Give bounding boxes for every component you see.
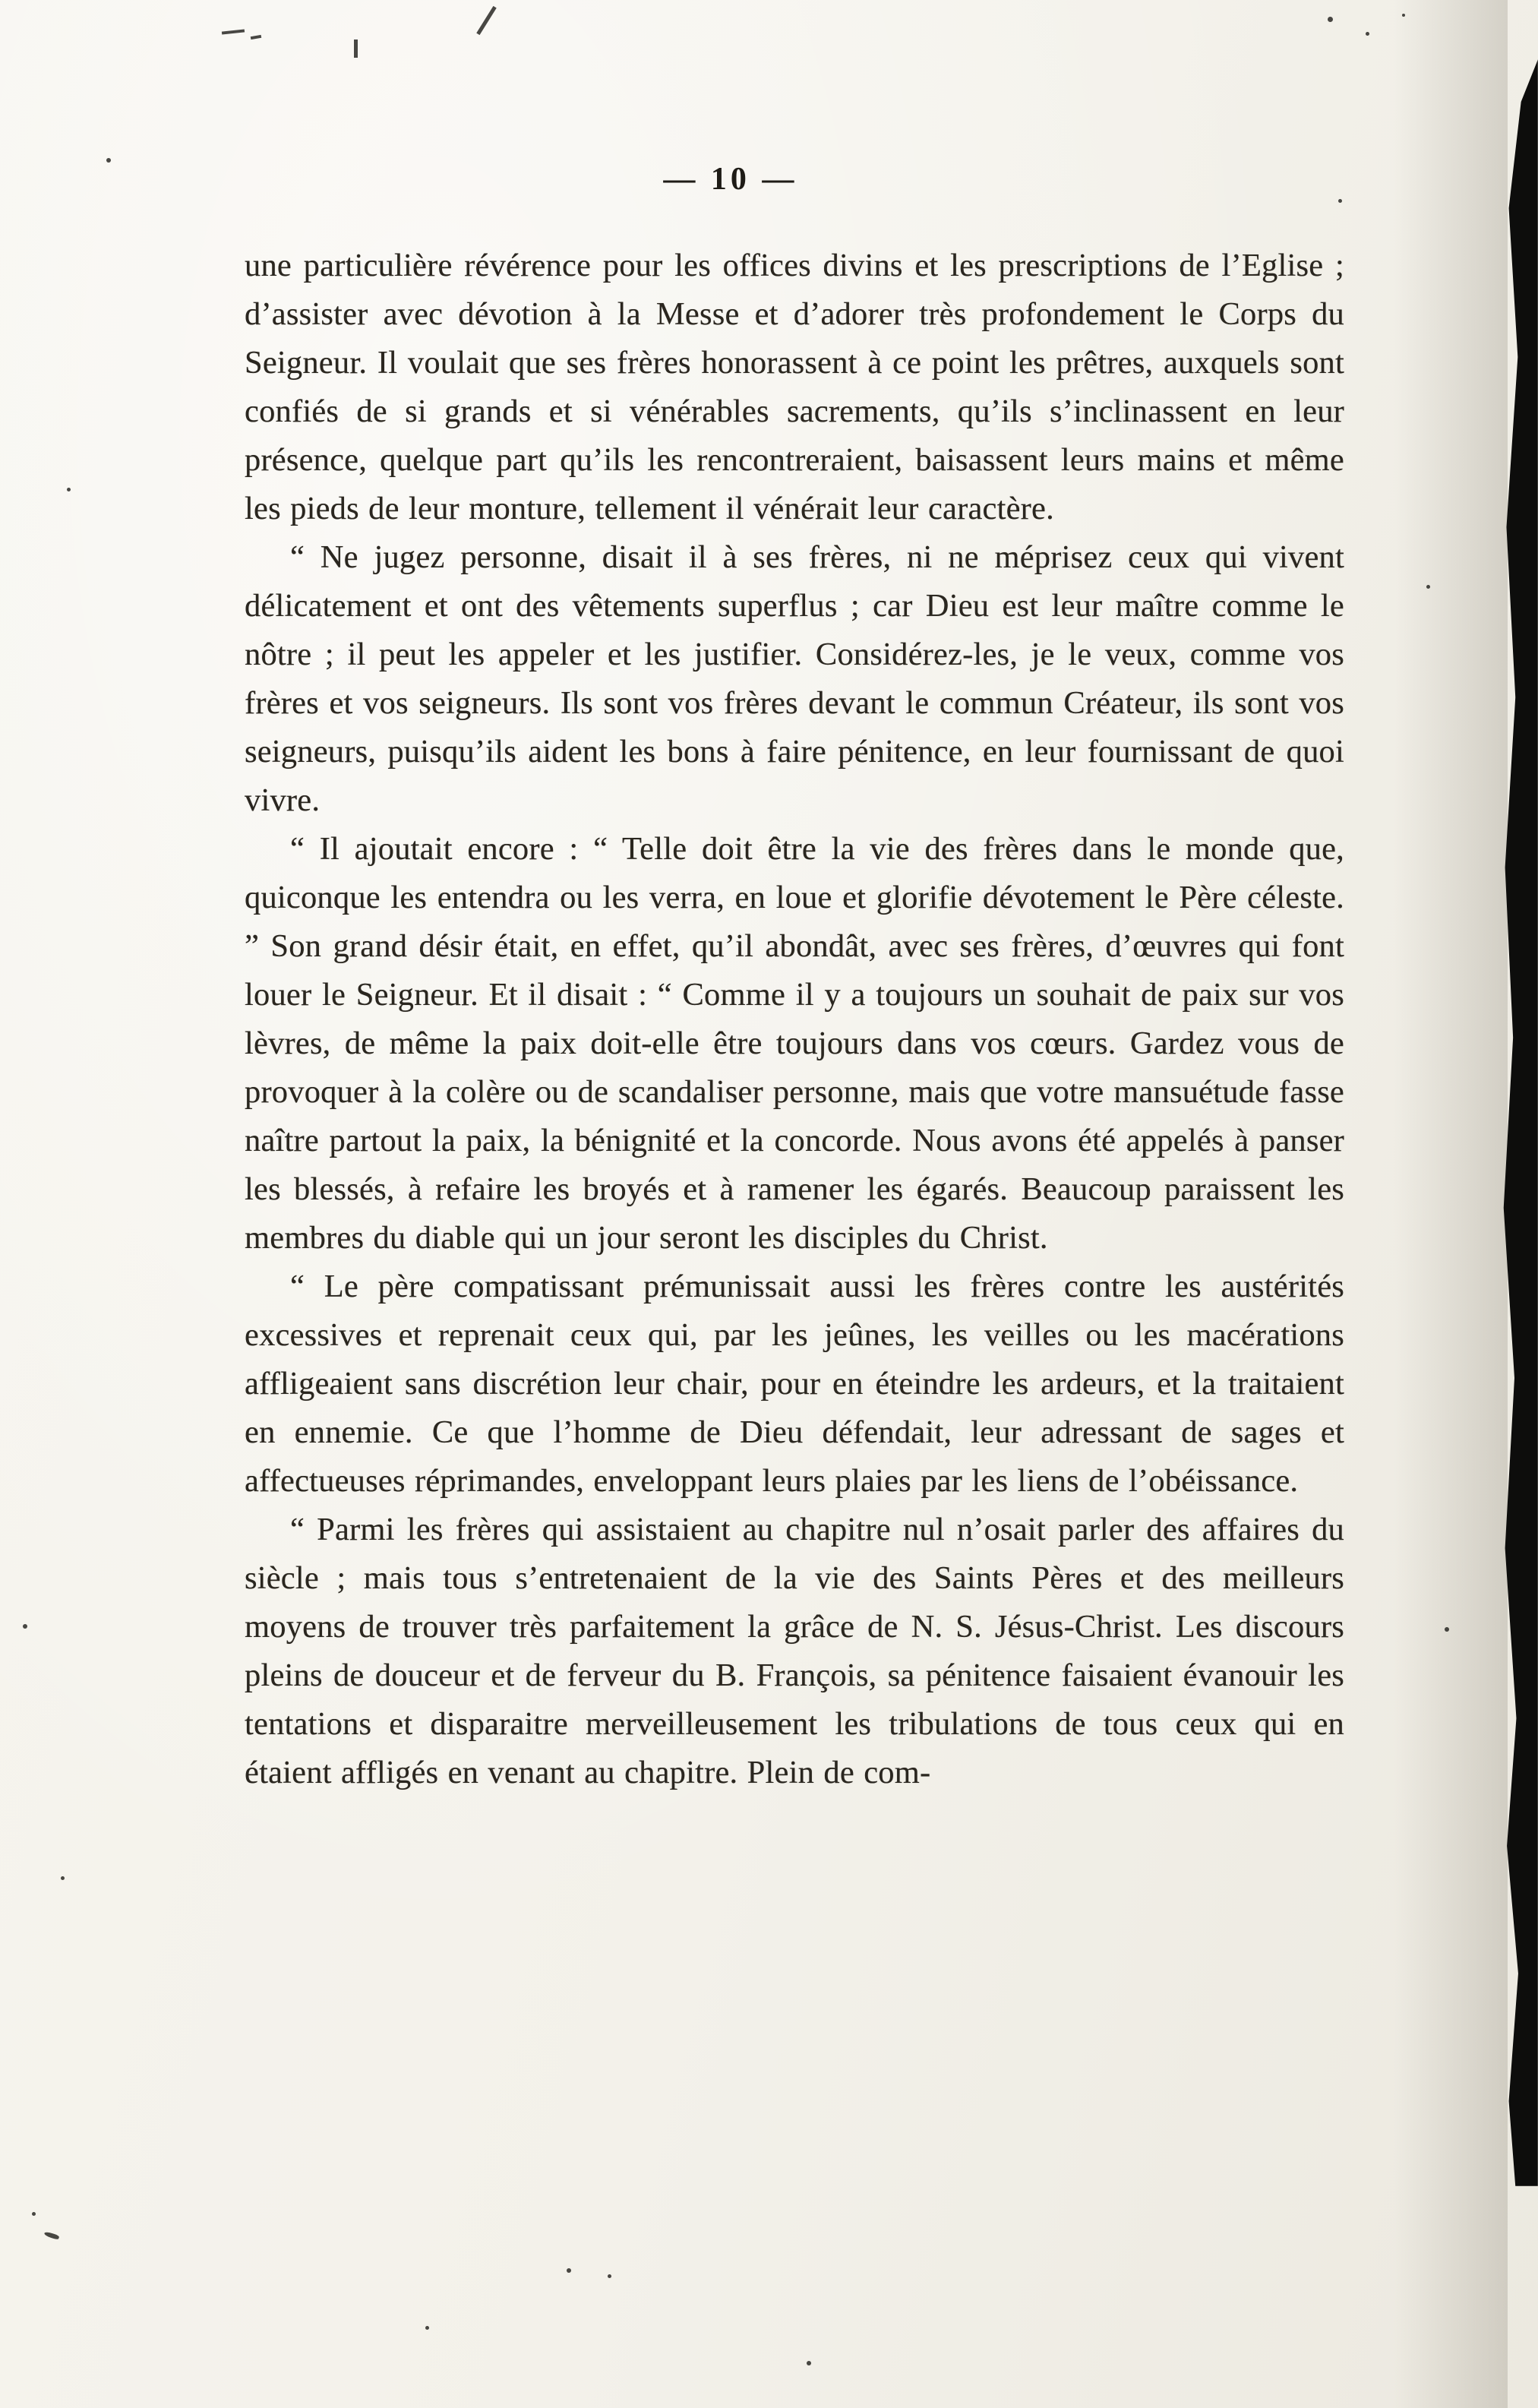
scan-speck bbox=[807, 2361, 811, 2365]
scan-speck bbox=[251, 35, 261, 40]
page-number: — 10 — bbox=[663, 162, 798, 197]
scan-speck bbox=[608, 2274, 611, 2278]
scan-speck bbox=[67, 488, 71, 491]
page-text bbox=[245, 242, 1344, 1797]
scan-speck bbox=[23, 1624, 27, 1629]
scan-speck bbox=[425, 2326, 429, 2330]
scan-speck bbox=[61, 1876, 65, 1880]
scan-speck bbox=[476, 6, 496, 35]
scan-speck bbox=[1366, 32, 1369, 36]
scan-speck bbox=[567, 2268, 571, 2273]
scan-speck bbox=[222, 29, 245, 34]
scan-speck bbox=[44, 2231, 60, 2240]
scan-speck bbox=[32, 2212, 36, 2216]
paragraph-3: “ Il ajoutait encore : “ Telle doit être la vie des frères dans le monde que, quiconque les entendra ou les verra, en loue et glorifie dévotement le Père céleste. ” Son grand désir était, en effet, qu’il abondât, avec ses frères, d’œuvres qui font louer le Seigneur. Et il disait : “ Comme il y a toujours un souhait de paix sur vos lèvres, de même la paix doit-elle être toujours dans vos cœurs. Gardez vous de provoquer à la colère ou de scandaliser personne, mais que votre mansuétude fasse naître partout la paix, la bénignité et la concorde. Nous avons été appelés à panser les blessés, à refaire les broyés et à ramener les égarés. Beaucoup paraissent les membres du diable qui un jour seront les disciples du Christ. bbox=[245, 831, 1344, 1256]
paragraph-5: “ Parmi les frères qui assistaient au chapitre nul n’osait parler des affaires du siècle ; mais tous s’entretenaient de la vie des Saints Pères et des meilleurs moyens de trouver très parfaitement la grâce de N. S. Jésus-Christ. Les discours pleins de douceur et de ferveur du B. François, sa pénitence faisaient évanouir les tentations et disparaitre merveilleusement les tribulations de tous ceux qui en étaient affligés en venant au chapitre. Plein de com- bbox=[245, 1512, 1344, 1790]
scan-speck bbox=[1328, 17, 1333, 22]
paragraph-2: “ Ne jugez personne, disait il à ses frères, ni ne méprisez ceux qui vivent délicatement et ont des vêtements superflus ; car Dieu est leur maître comme le nôtre ; il peut les appeler et les justifier. Considérez-les, je le veux, comme vos frères et vos seigneurs. Ils sont vos frères devant le commun Créateur, ils sont vos seigneurs, puisqu’ils aident les bons à faire pénitence, en leur fournissant de quoi vivre. bbox=[245, 539, 1344, 818]
binding-shadow bbox=[1394, 0, 1508, 2408]
scan-speck bbox=[354, 40, 358, 58]
scan-speck bbox=[1402, 14, 1405, 17]
paragraph-4: “ Le père compatissant prémunissait aussi les frères contre les austérités excessives et reprenait ceux qui, par les jeûnes, les veilles ou les macérations affligeaient sans discrétion leur chair, pour en éteindre les ardeurs, et la traitaient en ennemie. Ce que l’homme de Dieu défendait, leur adressant de sages et affectueuses réprimandes, enveloppant leurs plaies par les liens de l’obéissance. bbox=[245, 1269, 1344, 1499]
scan-speck bbox=[1445, 1627, 1449, 1632]
scan-speck bbox=[1426, 585, 1430, 589]
scan-speck bbox=[1338, 199, 1342, 203]
scan-speck bbox=[106, 158, 111, 163]
paragraph-1: une particulière révérence pour les offices divins et les prescriptions de l’Eglise ; d’assister avec dévotion à la Messe et d’adorer très profondement le Corps du Seigneur. Il voulait que ses frères honorassent à ce point les prêtres, auxquels sont confiés de si grands et si vénérables sacrements, qu’ils s’inclinassent en leur présence, quelque part qu’ils les rencontreraient, baisassent leurs mains et même les pieds de leur monture, tellement il vénérait leur caractère. bbox=[245, 248, 1344, 526]
